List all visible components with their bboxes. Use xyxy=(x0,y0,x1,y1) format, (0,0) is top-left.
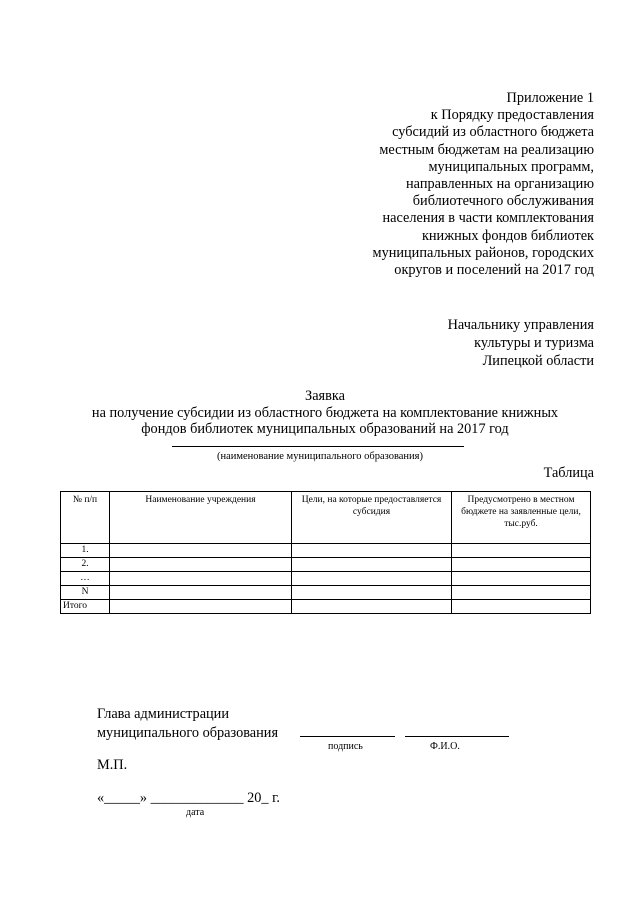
subsidy-table xyxy=(60,491,591,614)
signatory-title xyxy=(97,705,278,743)
addressee-line: Начальнику управления xyxy=(447,317,594,333)
appendix-line: субсидий из областного бюджета xyxy=(392,124,594,141)
date-caption: дата xyxy=(186,807,205,818)
signature-line xyxy=(300,736,395,737)
date-field: «_____» _____________ 20_ г. xyxy=(97,790,280,806)
table-cell xyxy=(452,572,591,586)
fio-line xyxy=(405,736,509,737)
addressee-line: культуры и туризма xyxy=(474,335,594,351)
appendix-line: округов и поселений на 2017 год xyxy=(394,262,594,279)
table-row xyxy=(61,544,591,558)
table-label: Таблица xyxy=(543,465,594,481)
appendix-line: книжных фондов библиотек xyxy=(421,227,594,244)
table-cell xyxy=(110,558,292,572)
table-cell xyxy=(452,544,591,558)
table-cell: 1. xyxy=(61,544,110,558)
column-header-budget: Предусмотрено в местном бюджете на заявленные цели, тыс.руб. xyxy=(452,492,591,544)
table-row xyxy=(61,586,591,600)
table-cell xyxy=(292,544,452,558)
table-header-row xyxy=(61,492,591,544)
table-cell xyxy=(292,558,452,572)
addressee-line: Липецкой области xyxy=(482,353,594,369)
municipality-name-caption: (наименование муниципального образования) xyxy=(216,451,424,462)
appendix-line: местным бюджетам на реализацию xyxy=(379,141,594,158)
table-cell: … xyxy=(61,572,110,586)
table-row xyxy=(61,572,591,586)
document-title xyxy=(60,388,590,438)
table-cell xyxy=(452,586,591,600)
appendix-line: библиотечного обслуживания xyxy=(412,193,594,210)
appendix-line: муниципальных программ, xyxy=(428,158,594,175)
table-cell xyxy=(110,572,292,586)
appendix-line: населения в части комплектования xyxy=(382,210,594,227)
stamp-placeholder: М.П. xyxy=(97,757,128,773)
table-cell xyxy=(110,600,292,614)
fio-caption: Ф.И.О. xyxy=(430,741,460,752)
appendix-line: направленных на организацию xyxy=(406,176,594,193)
municipality-name-line xyxy=(172,446,464,447)
table-cell: N xyxy=(61,586,110,600)
table-cell xyxy=(292,600,452,614)
table-cell xyxy=(110,586,292,600)
column-header-number: № п/п xyxy=(61,492,110,544)
appendix-header xyxy=(373,90,594,279)
table-cell xyxy=(110,544,292,558)
table-cell: Итого xyxy=(61,600,110,614)
title-line: Заявка xyxy=(305,388,345,404)
appendix-line: к Порядку предоставления xyxy=(430,107,594,124)
signature-caption: подпись xyxy=(328,741,363,752)
title-line: фондов библиотек муниципальных образований на 2017 год xyxy=(141,421,509,437)
appendix-line: муниципальных районов, городских xyxy=(372,244,594,261)
table-row xyxy=(61,558,591,572)
table-cell xyxy=(292,586,452,600)
addressee-block xyxy=(448,316,594,370)
column-header-institution: Наименование учреждения xyxy=(110,492,292,544)
title-line: на получение субсидии из областного бюджета на комплектование книжных xyxy=(91,404,559,421)
table-cell xyxy=(452,558,591,572)
table-cell: 2. xyxy=(61,558,110,572)
signatory-line: Глава администрации xyxy=(97,706,229,722)
table-total-row xyxy=(61,600,591,614)
column-header-purpose: Цели, на которые предоставляется субсидия xyxy=(292,492,452,544)
table-cell xyxy=(292,572,452,586)
signatory-line: муниципального образования xyxy=(97,725,279,741)
appendix-line: Приложение 1 xyxy=(506,90,594,106)
table-cell xyxy=(452,600,591,614)
